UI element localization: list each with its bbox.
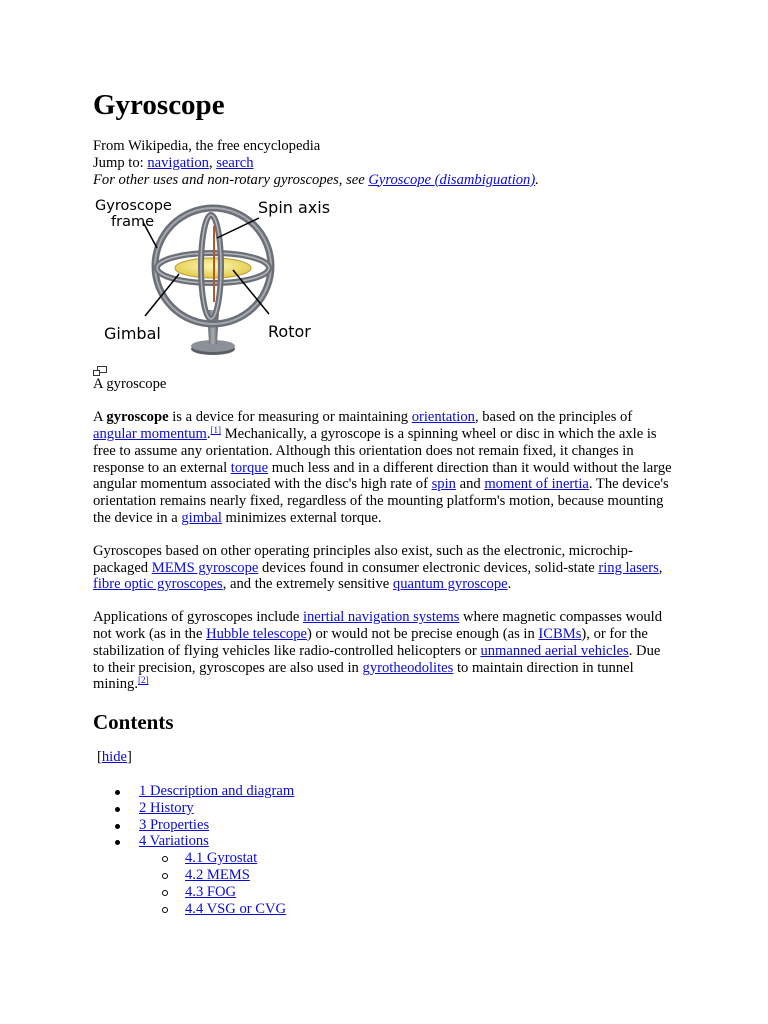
text: ) or would not be precise enough (as in xyxy=(307,625,539,642)
text: and xyxy=(455,476,485,493)
torque-link[interactable]: torque xyxy=(230,459,269,476)
jump-links xyxy=(93,155,673,172)
jump-search-link[interactable]: search xyxy=(216,154,254,171)
toc-toggle xyxy=(97,749,673,766)
toc-link-mems[interactable]: 4.2 MEMS xyxy=(185,866,250,883)
label-rotor: Rotor xyxy=(268,322,311,342)
hatnote-text: For other uses and non-rotary gyroscopes, see xyxy=(93,171,369,188)
text: Gyroscopes based on other operating principles also exist, such as the electronic, microchip-packaged xyxy=(93,542,633,576)
toc-subitem xyxy=(139,884,673,901)
text: . Due to their precision, gyroscopes are also used in xyxy=(93,642,661,676)
intro-paragraph-2 xyxy=(93,543,673,593)
mems-gyroscope-link[interactable]: MEMS gyroscope xyxy=(151,559,259,576)
toc-link-description[interactable]: 1 Description and diagram xyxy=(139,782,295,799)
disambiguation-link[interactable]: Gyroscope (disambiguation) xyxy=(368,171,536,188)
toc-link-fog[interactable]: 4.3 FOG xyxy=(185,883,237,900)
toc-subitem xyxy=(139,867,673,884)
text: to maintain direction in tunnel mining. xyxy=(93,659,634,693)
toc-item xyxy=(93,817,673,834)
contents-heading: Contents xyxy=(93,710,174,735)
tagline: From Wikipedia, the free encyclopedia xyxy=(93,138,321,154)
toc-link-gyrostat[interactable]: 4.1 Gyrostat xyxy=(185,850,258,867)
reference-2-link[interactable]: [2] xyxy=(138,675,149,686)
toc-sublist xyxy=(139,850,673,917)
unmanned-aerial-vehicles-link[interactable]: unmanned aerial vehicles xyxy=(480,642,629,659)
text: is a device for measuring or maintaining xyxy=(168,409,412,426)
orientation-link[interactable]: orientation xyxy=(411,409,475,426)
toc-list xyxy=(93,783,673,917)
label-spin-axis: Spin axis xyxy=(258,198,331,218)
text: where magnetic compasses would not work (as in the xyxy=(93,609,663,642)
text: A xyxy=(93,409,107,426)
page-title: Gyroscope xyxy=(93,89,225,121)
text: much less and in a different direction than it would without the large angular momentum associated with the disc's high rate of xyxy=(93,459,672,493)
gyrotheodolites-link[interactable]: gyrotheodolites xyxy=(362,659,454,676)
inertial-navigation-link[interactable]: inertial navigation systems xyxy=(302,609,460,626)
intro-paragraph-3 xyxy=(93,609,673,693)
toc-link-properties[interactable]: 3 Properties xyxy=(139,816,210,833)
hatnote-end: . xyxy=(535,171,539,188)
toc-link-variations[interactable]: 4 Variations xyxy=(139,833,209,850)
text: ), or for the stabilization of flying vehicles like radio-controlled helicopters or xyxy=(93,625,648,659)
toc-subitem xyxy=(139,850,673,867)
toc-link-vsg-cvg[interactable]: 4.4 VSG or CVG xyxy=(185,900,287,917)
text: . The device's orientation remains nearly fixed, regardless of the mounting platform's motion, because mounting the device in a xyxy=(93,476,669,526)
article-content xyxy=(93,88,673,917)
bracket-open: [ xyxy=(97,749,102,766)
toc-link-history[interactable]: 2 History xyxy=(139,799,194,816)
spin-link[interactable]: spin xyxy=(431,476,456,493)
label-gyroscope-frame-1: Gyroscope xyxy=(95,198,172,215)
hubble-telescope-link[interactable]: Hubble telescope xyxy=(206,625,307,642)
bold-term: gyroscope xyxy=(106,409,169,426)
intro-paragraph-1 xyxy=(93,409,673,527)
jump-navigation-link[interactable]: navigation xyxy=(147,154,209,171)
text: Mechanically, a gyroscope is a spinning wheel or disc in which the axle is free to assume any orientation. Although this orientation does not remain fixed, it changes in response to an external xyxy=(93,425,657,476)
jump-prefix: Jump to: xyxy=(93,154,148,171)
gyroscope-figure[interactable] xyxy=(93,190,338,360)
bracket-close: ] xyxy=(127,749,132,766)
hatnote xyxy=(93,172,673,189)
text: Applications of gyroscopes include xyxy=(93,609,303,626)
text: , based on the principles of xyxy=(474,409,633,426)
text: . xyxy=(206,425,211,442)
label-gimbal: Gimbal xyxy=(104,324,161,344)
label-gyroscope-frame-2: frame xyxy=(111,214,154,231)
toc-item xyxy=(93,783,673,800)
angular-momentum-link[interactable]: angular momentum xyxy=(93,425,207,442)
text: , and the extremely sensitive xyxy=(222,576,393,593)
quantum-gyroscope-link[interactable]: quantum gyroscope xyxy=(392,576,508,593)
text: devices found in consumer electronic devices, solid-state xyxy=(258,559,599,576)
text: , xyxy=(658,559,663,576)
toc-hide-link[interactable]: hide xyxy=(101,749,128,766)
moment-of-inertia-link[interactable]: moment of inertia xyxy=(484,476,589,493)
toc-item xyxy=(93,800,673,817)
toc-subitem xyxy=(139,901,673,918)
gyroscope-diagram xyxy=(93,190,338,360)
figure-caption: A gyroscope xyxy=(93,376,167,393)
text: . xyxy=(507,576,512,593)
reference-1-link[interactable]: [1] xyxy=(210,424,222,435)
enlarge-icon[interactable] xyxy=(93,366,107,376)
fibre-optic-gyroscopes-link[interactable]: fibre optic gyroscopes xyxy=(93,576,223,593)
gimbal-link[interactable]: gimbal xyxy=(181,509,222,526)
text: minimizes external torque. xyxy=(221,509,382,526)
ring-lasers-link[interactable]: ring lasers xyxy=(598,559,659,576)
jump-separator: , xyxy=(208,154,217,171)
toc-item xyxy=(93,833,673,917)
icbms-link[interactable]: ICBMs xyxy=(538,625,582,642)
